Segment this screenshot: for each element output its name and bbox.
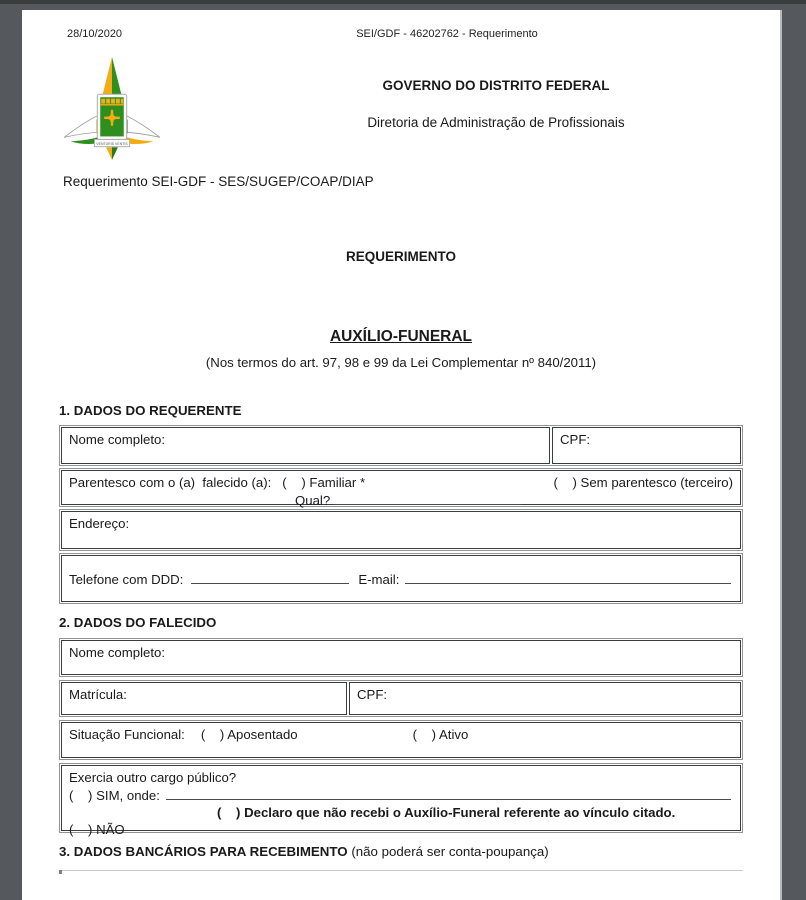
section1-heading: 1. DADOS DO REQUERENTE (59, 403, 242, 418)
deceased-registration-field (61, 682, 347, 715)
functional-status-label: Situação Funcional: (69, 727, 185, 742)
section3-heading (59, 844, 743, 859)
next-table-edge (59, 870, 743, 875)
table-row (59, 680, 743, 717)
declaration-option: ( ) Declaro que não recebi o Auxílio-Funeral referente ao vínculo citado. (217, 805, 676, 820)
active-option: ( ) Ativo (412, 727, 469, 742)
document-title: REQUERIMENTO (345, 249, 456, 264)
document-page (22, 10, 780, 900)
yes-option: ( ) SIM, onde: (69, 788, 160, 803)
table-row (59, 638, 743, 677)
section3-heading-bold: 3. DADOS BANCÁRIOS PARA RECEBIMENTO (59, 844, 348, 859)
field-label: Nome completo: (69, 645, 166, 660)
requester-cpf-field (552, 427, 741, 464)
table-row (59, 509, 743, 551)
print-header (45, 10, 757, 40)
letterhead-text (249, 57, 743, 166)
deceased-name-field (61, 640, 741, 675)
document-subject (59, 328, 743, 346)
table-row (59, 720, 743, 760)
print-date: 28/10/2020 (67, 28, 123, 40)
blank-line (405, 570, 731, 584)
request-origin-line: Requerimento SEI-GDF - SES/SUGEP/COAP/DIAP (63, 174, 374, 189)
blank-line (166, 786, 731, 800)
kinship-none-option: ( ) Sem parentesco (terceiro) (553, 475, 733, 490)
section2-heading: 2. DADOS DO FALECIDO (59, 615, 217, 630)
blank-line (334, 491, 521, 505)
section2-table (59, 638, 743, 837)
retired-option: ( ) Aposentado (200, 727, 298, 742)
document-reference: SEI/GDF - 46202762 - Requerimento (356, 28, 538, 40)
table-row (59, 468, 743, 507)
field-label: Nome completo: (69, 432, 166, 447)
functional-status-field (61, 722, 741, 758)
kinship-field (61, 470, 741, 508)
requester-name-field (61, 427, 550, 464)
no-option: ( ) NÃO (69, 822, 125, 837)
other-office-question: Exercia outro cargo público? (69, 770, 237, 785)
field-label: CPF: (560, 432, 591, 447)
blank-line (191, 570, 349, 584)
department-name: Diretoria de Administração de Profissionais (367, 115, 625, 130)
section1-table (59, 425, 743, 604)
kinship-which-label: Qual? (295, 493, 331, 508)
other-public-office-field (61, 765, 741, 837)
field-label: CPF: (357, 687, 388, 702)
field-label: Matrícula: (69, 687, 127, 702)
viewer-top-shade (0, 0, 806, 4)
phone-email-field (61, 555, 741, 602)
next-table-corner (59, 870, 62, 874)
field-label: Endereço: (69, 516, 130, 531)
legal-basis-line: (Nos termos do art. 97, 98 e 99 da Lei Complementar nº 840/2011) (205, 355, 597, 370)
document-subject-text: AUXÍLIO-FUNERAL (329, 328, 473, 345)
logo-container (59, 57, 249, 166)
table-row (59, 763, 743, 837)
section3-heading-note: (não poderá ser conta-poupança) (347, 844, 549, 859)
government-name: GOVERNO DO DISTRITO FEDERAL (382, 78, 610, 93)
phone-label: Telefone com DDD: (69, 571, 184, 587)
logo-motto: VENTURIS VENTIS (96, 141, 128, 146)
email-label: E-mail: (358, 571, 400, 587)
address-field (61, 511, 741, 549)
letterhead (59, 57, 743, 166)
table-row (59, 425, 743, 466)
gdf-coat-of-arms-icon (63, 57, 161, 161)
table-row (59, 553, 743, 604)
deceased-cpf-field (349, 682, 741, 715)
kinship-familiar-option: Parentesco com o (a) falecido (a): ( ) Familiar * (69, 475, 366, 490)
